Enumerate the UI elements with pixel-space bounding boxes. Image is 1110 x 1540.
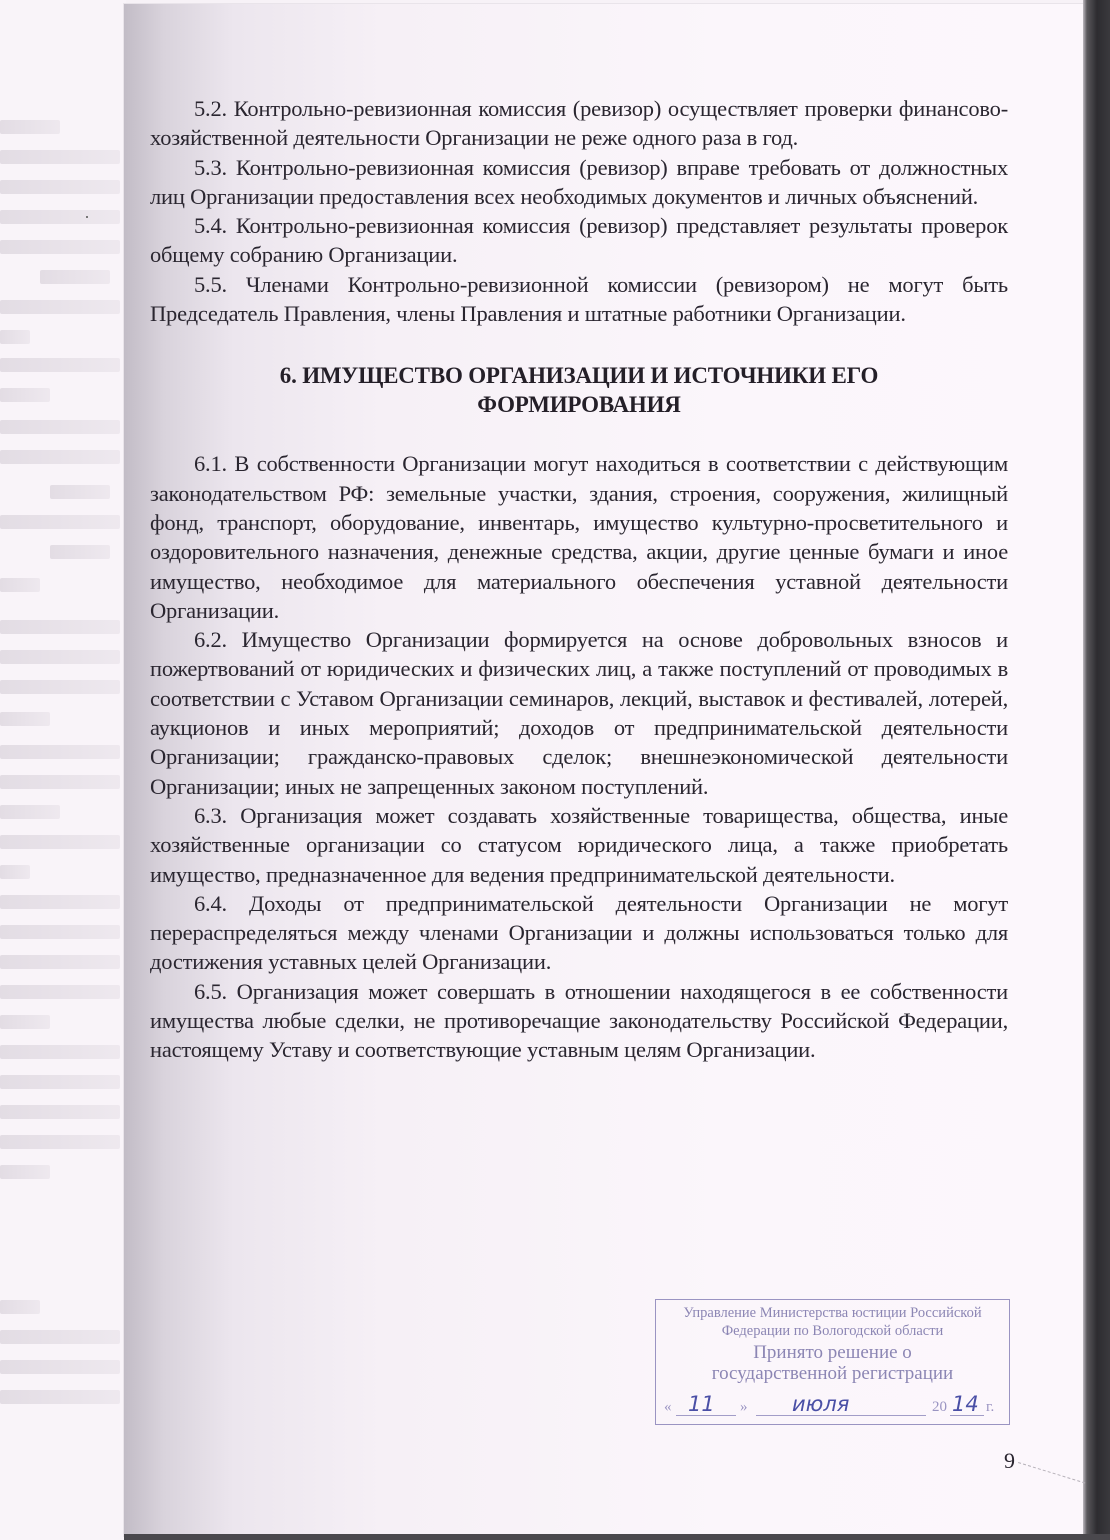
bleed-through-line (0, 150, 120, 164)
bleed-through-line (0, 775, 120, 789)
stamp-authority-line1: Управление Министерства юстиции Российской (683, 1305, 982, 1321)
paragraph-6-3: 6.3. Организация может создавать хозяйственные товарищества, общества, иные хозяйственные организации со статусом юридического лица, а также приобретать имущество, предназначенное для ведения предпринимательской деятельности. (150, 802, 1008, 887)
stamp-year-unit: г. (986, 1399, 995, 1415)
bleed-through-line (0, 925, 120, 939)
section-6-title-line1: 6. ИМУЩЕСТВО ОРГАНИЗАЦИИ И ИСТОЧНИКИ ЕГО (279, 363, 879, 389)
bleed-through-line (40, 270, 110, 284)
stamp-authority-line2: Федерации по Вологодской области (721, 1323, 944, 1339)
page-body (150, 94, 1008, 1065)
stamp-year-handwritten: 14 (952, 1392, 979, 1416)
bleed-through-line (0, 240, 120, 254)
bleed-through-line (0, 450, 120, 464)
bleed-through-line (0, 650, 120, 664)
page-number: 9 (1004, 1448, 1015, 1473)
stamp-year-prefix: 20 (932, 1399, 947, 1415)
scan-speck (86, 216, 88, 218)
bleed-through-line (0, 745, 120, 759)
scanner-edge-bottom (124, 1534, 1110, 1540)
paragraph-6-2: 6.2. Имущество Организации формируется на основе добровольных взносов и пожертвований от юридических и физических лиц, а также поступлений от проводимых в соответствии с Уставом Организации семинаров, лекций, выставок и фестивалей, лотерей, аукционов и иных мероприятий; доходов от предпринимательской деятельности Организации; гражданско-правовых сделок; внешнеэкономической деятельности Организации; иных не запрещенных законом поступлений. (150, 627, 1008, 799)
bleed-through-line (0, 1390, 120, 1404)
bleed-through-line (0, 1330, 120, 1344)
bleed-through-line (0, 1165, 50, 1179)
bleed-through-line (50, 485, 110, 499)
stamp-day-handwritten: 11 (688, 1392, 715, 1416)
bleed-through-line (0, 985, 120, 999)
bleed-through-line (0, 955, 120, 969)
bleed-through-line (0, 300, 120, 314)
bleed-through-line (0, 805, 60, 819)
bleed-through-line (0, 1015, 50, 1029)
bleed-through-line (0, 895, 120, 909)
stamp-month-handwritten: июля (792, 1392, 850, 1416)
bleed-through-line (0, 1300, 40, 1314)
registration-stamp (655, 1299, 1010, 1425)
bleed-through-line (0, 680, 120, 694)
bleed-through-line (0, 358, 120, 372)
bleed-through-line (0, 620, 120, 634)
bleed-through-line (0, 1105, 120, 1119)
section-6-title-line2: ФОРМИРОВАНИЯ (477, 392, 681, 418)
section-6-title (150, 361, 1008, 419)
bleed-through-line (0, 420, 120, 434)
previous-page-edge (0, 0, 126, 1540)
bleed-through-line (0, 1075, 120, 1089)
stamp-quote-open: « (664, 1399, 672, 1415)
bleed-through-line (0, 180, 120, 194)
paragraph-6-1: 6.1. В собственности Организации могут находиться в соответствии с действующим законодательством РФ: земельные участки, здания, строения, сооружения, жилищный фонд, транспорт, оборудование, инвентарь, имущество культурно-просветительного и оздоровительного назначения, денежные средства, акции, другие ценные бумаги и иное имущество, необходимое для материального обеспечения уставной деятельности Организации. (150, 451, 1008, 623)
bleed-through-line (0, 388, 50, 402)
scanner-edge-right (1083, 0, 1110, 1540)
bleed-through-line (0, 1360, 120, 1374)
bleed-through-line (0, 210, 120, 224)
bleed-through-line (0, 578, 40, 592)
bleed-through-line (0, 835, 120, 849)
bleed-through-line (0, 712, 50, 726)
stamp-decision-line2: государственной регистрации (711, 1363, 954, 1384)
stamp-decision-line1: Принято решение о (753, 1342, 912, 1363)
paragraph-6-4: 6.4. Доходы от предпринимательской деятельности Организации не могут перераспределяться между членами Организации и должны использоваться только для достижения уставных целей Организации. (150, 890, 1008, 975)
bleed-through-line (0, 330, 30, 344)
stamp-quote-close: » (740, 1399, 748, 1415)
bleed-through-line (0, 1045, 120, 1059)
bleed-through-line (50, 545, 110, 559)
paragraph-5-3: 5.3. Контрольно-ревизионная комиссия (ревизор) вправе требовать от должностных лиц Организации предоставления всех необходимых документов и личных объяснений. (150, 154, 1008, 209)
paragraph-5-4: 5.4. Контрольно-ревизионная комиссия (ревизор) представляет результаты проверок общему собранию Организации. (150, 213, 1008, 268)
bleed-through-line (0, 120, 60, 134)
bleed-through-line (0, 865, 30, 879)
paragraph-5-5: 5.5. Членами Контрольно-ревизионной комиссии (ревизором) не могут быть Председатель Правления, члены Правления и штатные работники Организации. (150, 271, 1008, 327)
bleed-through-line (0, 1135, 120, 1149)
paragraph-5-2: 5.2. Контрольно-ревизионная комиссия (ревизор) осуществляет проверки финансово-хозяйственной деятельности Организации не реже одного раза в год. (150, 96, 1008, 151)
paragraph-6-5: 6.5. Организация может совершать в отношении находящегося в ее собственности имущества любые сделки, не противоречащие законодательству Российской Федерации, настоящему Уставу и соответствующие уставным целям Организации. (150, 978, 1008, 1063)
bleed-through-line (0, 515, 120, 529)
stamp-date-row (664, 1392, 1001, 1418)
